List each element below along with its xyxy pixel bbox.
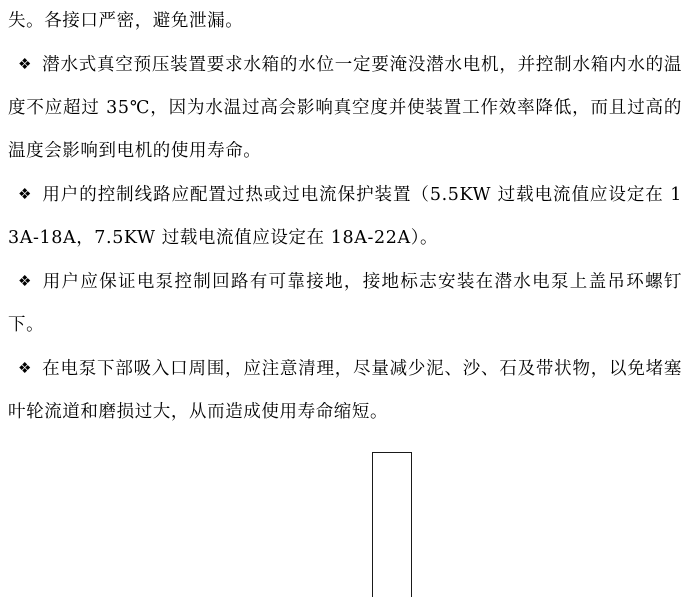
- paragraph-line-continuation: [8, 0, 682, 43]
- paragraph-grounding-requirement: [8, 260, 682, 347]
- paragraph-text: 用户应保证电泵控制回路有可靠接地，接地标志安装在潜水电泵上盖吊环螺钉下。: [8, 272, 682, 335]
- bullet-marker-icon: ❖: [17, 185, 33, 203]
- paragraph-text: 用户的控制线路应配置过热或过电流保护装置（5.5KW 过载电流值应设定在 13A-18A，7.5KW 过载电流值应设定在 18A-22A）。: [8, 185, 682, 248]
- bullet-marker-icon: ❖: [17, 55, 33, 73]
- paragraph-inlet-cleaning: [8, 347, 682, 434]
- scan-artifact-box: [372, 452, 412, 597]
- paragraph-overload-protection: [8, 173, 682, 260]
- paragraph-submersible-vacuum-preload: [8, 43, 682, 173]
- paragraph-text: 失。各接口严密，避免泄漏。: [8, 11, 244, 31]
- paragraph-text: 潜水式真空预压装置要求水箱的水位一定要淹没潜水电机，并控制水箱内水的温度不应超过 35℃，因为水温过高会影响真空度并使装置工作效率降低，而且过高的温度会影响到电机的使用寿命。: [8, 55, 682, 161]
- paragraph-text: 在电泵下部吸入口周围，应注意清理，尽量减少泥、沙、石及带状物，以免堵塞叶轮流道和磨损过大，从而造成使用寿命缩短。: [8, 359, 682, 422]
- bullet-marker-icon: ❖: [17, 359, 33, 377]
- bullet-marker-icon: ❖: [17, 272, 33, 290]
